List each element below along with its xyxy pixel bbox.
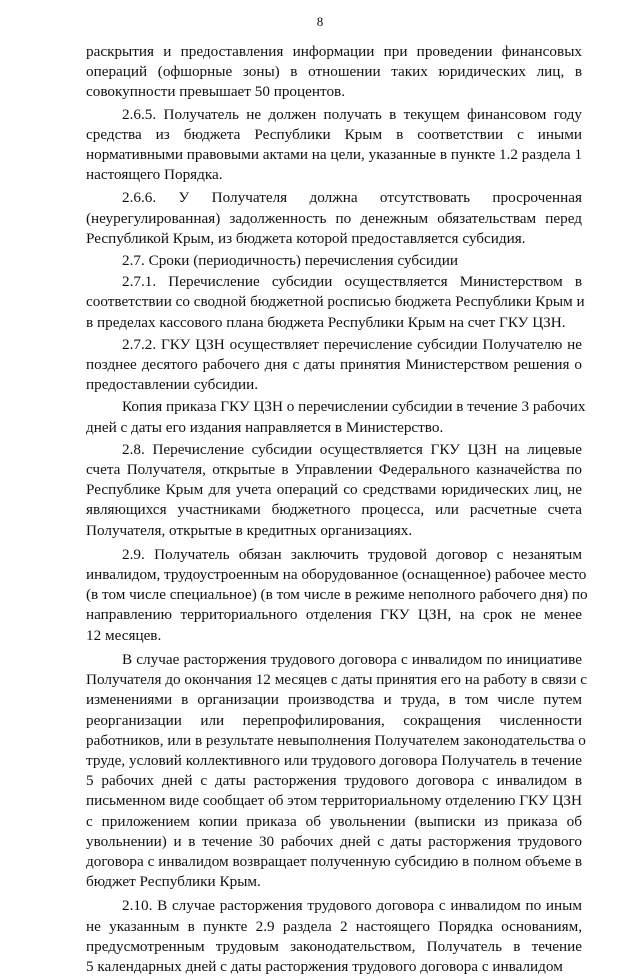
paragraph-p-2-7: [86, 251, 582, 271]
text-line: в пределах кассового плана бюджета Республики Крым на счет ГКУ ЦЗН.: [86, 313, 566, 331]
text-line: с приложением копии приказа об увольнении (выписки из приказа об: [86, 812, 582, 830]
text-line: 2.6.5. Получатель не должен получать в текущем финансовом году: [122, 105, 582, 123]
text-line: 2.8. Перечисление субсидии осуществляется ГКУ ЦЗН на лицевые: [122, 440, 582, 458]
paragraph-p-termination: [86, 650, 588, 892]
text-line: Получателя до окончания 12 месяцев с даты принятия его на работу в связи с: [86, 671, 588, 689]
text-line: 2.6.6. У Получателя должна отсутствовать просроченная: [122, 189, 582, 207]
text-line: Республике Крым для учета операций со средствами юридических лиц, не: [86, 481, 582, 499]
text-line: увольнении) и в течение 30 рабочих дней с даты расторжения трудового: [86, 832, 582, 850]
text-line: не указанным в пункте 2.9 раздела 2 настоящего Порядка основаниям,: [86, 917, 582, 935]
text-line: (неурегулированная) задолженность по денежным обязательствам перед: [86, 209, 582, 227]
paragraph-p-2-9: [86, 545, 588, 646]
text-line: договора с инвалидом возвращает полученную субсидию в полном объеме в: [86, 852, 582, 870]
paragraph-p-2-10: [86, 896, 582, 977]
text-line: средства из бюджета Республики Крым в соответствии с иными: [86, 125, 582, 143]
text-line: счета Получателя, открытые в Управлении Федерального казначейства по: [86, 461, 582, 479]
text-line: являющихся участниками бюджетного процесса, или расчетные счета: [86, 501, 582, 519]
paragraph-p-2-6-5: [86, 105, 582, 186]
paragraph-p-2-6-6: [86, 188, 582, 249]
text-line: (в том числе специальное) (в том числе в режиме неполного рабочего дня) по: [86, 586, 588, 604]
text-line: направлению территориального отделения ГКУ ЦЗН, на срок не менее: [86, 606, 582, 624]
paragraph-p-2-7-2: [86, 335, 582, 396]
text-line: 5 календарных дней с даты расторжения трудового договора с инвалидом: [86, 957, 563, 975]
text-line: раскрытия и предоставления информации при проведении финансовых: [86, 43, 582, 60]
text-line: нормативными правовыми актами на цели, указанные в пункте 1.2 раздела 1: [86, 146, 583, 164]
page-number: 8: [316, 14, 324, 29]
text-line: Получателя, открытые в кредитных организациях.: [86, 521, 413, 539]
paragraph-p-copy: [86, 397, 586, 437]
text-line: позднее десятого рабочего дня с даты принятия Министерством решения о: [86, 356, 582, 374]
text-line: предусмотренным трудовым законодательством, Получатель в течение: [86, 937, 582, 955]
text-line: 5 рабочих дней с даты расторжения трудового договора с инвалидом в: [86, 772, 582, 790]
text-line: 12 месяцев.: [86, 626, 162, 644]
text-line: Республикой Крым, из бюджета которой предоставляется субсидия.: [86, 229, 526, 247]
text-line: дней с даты его издания направляется в Министерство.: [86, 418, 444, 436]
paragraph-p-2-8: [86, 440, 582, 541]
paragraph-p-2-7-1: [86, 272, 585, 333]
text-line: 2.9. Получатель обязан заключить трудовой договор с незанятым: [122, 545, 582, 563]
paragraph-p-cont: [86, 42, 582, 103]
text-line: совокупности превышает 50 процентов.: [86, 83, 346, 101]
text-line: соответствии со сводной бюджетной росписью бюджета Республики Крым и: [86, 293, 585, 311]
text-line: письменном виде сообщает об этом территориальному отделению ГКУ ЦЗН: [86, 792, 582, 810]
text-line: операций (офшорные зоны) в отношении таких юридических лиц, в: [86, 63, 582, 81]
text-line: настоящего Порядка.: [86, 166, 223, 184]
text-line: изменениями в организации производства и труда, в том числе путем: [86, 691, 582, 709]
text-line: В случае расторжения трудового договора с инвалидом по инициативе: [122, 650, 582, 668]
text-line: труде, условий коллективного или трудового договора Получатель в течение: [86, 751, 582, 769]
text-line: инвалидом, трудоустроенным на оборудованное (оснащенное) рабочее место: [86, 566, 587, 584]
text-line: 2.7.2. ГКУ ЦЗН осуществляет перечисление субсидии Получателю не: [122, 335, 582, 353]
text-line: 2.7. Сроки (периодичность) перечисления субсидии: [122, 252, 458, 270]
document-body: [86, 42, 588, 977]
text-line: предоставлении субсидии.: [86, 376, 259, 394]
text-line: работников, или в результате невыполнения Получателем законодательства о: [86, 731, 586, 749]
text-line: Копия приказа ГКУ ЦЗН о перечислении субсидии в течение 3 рабочих: [122, 398, 586, 416]
text-line: 2.10. В случае расторжения трудового договора с инвалидом по иным: [122, 897, 582, 915]
text-line: 2.7.1. Перечисление субсидии осуществляется Министерством в: [122, 273, 582, 291]
text-line: реорганизации или перепрофилирования, сокращения численности: [86, 711, 582, 729]
text-line: бюджет Республики Крым.: [86, 873, 261, 891]
